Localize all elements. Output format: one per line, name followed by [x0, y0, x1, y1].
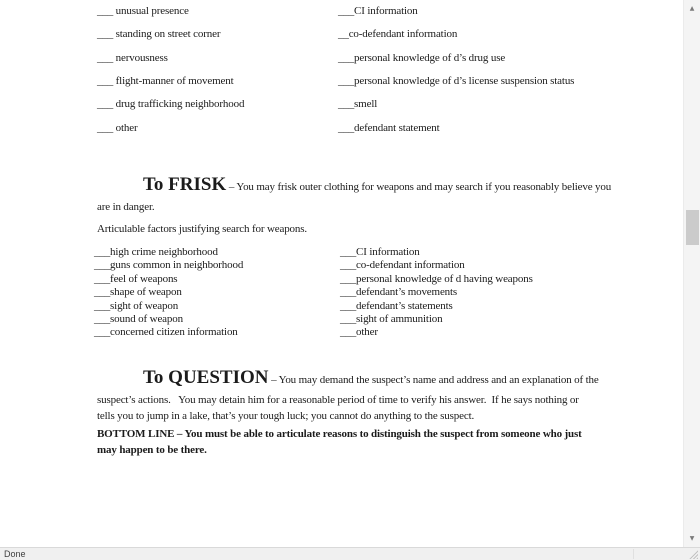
- question-section: [97, 366, 599, 424]
- question-heading: To QUESTION: [143, 367, 269, 388]
- checklist-item: ___ flight-manner of movement: [97, 74, 234, 87]
- question-paragraph-line: tells you to jump in a lake, that’s your tough luck; you cannot do anything to the suspect.: [97, 410, 475, 422]
- resize-grip[interactable]: [689, 550, 698, 559]
- checklist-item: ___defendant’s statements: [340, 299, 453, 312]
- checklist-row: [94, 326, 533, 339]
- scrollbar-thumb[interactable]: [686, 210, 699, 245]
- checklist-row: [97, 47, 574, 70]
- checklist-item: ___ other: [97, 121, 138, 134]
- scroll-down-icon: ▼: [689, 535, 695, 542]
- checklist-row: [94, 273, 533, 286]
- question-paragraph-start: – You may demand the suspect’s name and address and an explanation of the: [268, 374, 599, 386]
- checklist-item: ___defendant statement: [338, 121, 440, 134]
- question-paragraph-line: suspect’s actions. You may detain him for a reasonable period of time to verify his answer. If he says nothing or: [97, 394, 579, 406]
- status-text: Done: [4, 549, 26, 559]
- scroll-up-button[interactable]: [684, 0, 700, 17]
- scroll-down-button[interactable]: [684, 530, 700, 547]
- checklist-item: ___co-defendant information: [340, 259, 465, 272]
- status-bar-divider: [633, 549, 634, 559]
- scroll-up-icon: ▲: [689, 5, 695, 12]
- checklist-item: ___ drug trafficking neighborhood: [97, 98, 245, 111]
- checklist-item: ___feel of weapons: [94, 272, 178, 285]
- checklist-item: __co-defendant information: [338, 28, 458, 41]
- checklist-row: [97, 117, 574, 140]
- frisk-subtitle: [97, 221, 307, 237]
- checklist-row: [94, 286, 533, 299]
- bottom-line-text: BOTTOM LINE – You must be able to articulate reasons to distinguish the suspect from someone who just: [97, 428, 582, 440]
- checklist-item: ___ unusual presence: [97, 5, 189, 17]
- checklist-row: [97, 70, 574, 93]
- checklist-item: ___smell: [338, 98, 378, 111]
- checklist-item: ___concerned citizen information: [94, 326, 238, 339]
- checklist-item: ___sound of weapon: [94, 312, 183, 325]
- checklist-item: ___high crime neighborhood: [94, 246, 218, 258]
- frisk-section: [97, 173, 611, 215]
- vertical-scrollbar[interactable]: [683, 0, 700, 547]
- frisk-paragraph-start: – You may frisk outer clothing for weapons and may search if you reasonably believe you: [226, 181, 612, 193]
- checklist-item: ___CI information: [340, 246, 420, 258]
- checklist-item: ___other: [340, 326, 378, 339]
- bottom-line-section: [97, 426, 582, 458]
- checklist-item: ___defendant’s movements: [340, 286, 458, 299]
- frisk-heading-line: [97, 173, 611, 199]
- stop-factors-list: [97, 0, 574, 140]
- bottom-line-text: may happen to be there.: [97, 444, 207, 456]
- checklist-item: ___personal knowledge of d’s drug use: [338, 51, 506, 64]
- checklist-row: [94, 313, 533, 326]
- checklist-row: [97, 0, 574, 23]
- frisk-subtitle-text: Articulable factors justifying search for weapons.: [97, 223, 307, 235]
- checklist-item: ___personal knowledge of d’s license suspension status: [338, 74, 575, 87]
- checklist-item: ___sight of weapon: [94, 299, 179, 312]
- frisk-factors-list: [94, 246, 533, 340]
- question-heading-line: [97, 366, 599, 392]
- checklist-item: ___ standing on street corner: [97, 28, 221, 41]
- status-bar: [0, 547, 700, 560]
- checklist-item: ___personal knowledge of d having weapons: [340, 272, 533, 285]
- checklist-item: ___shape of weapon: [94, 286, 182, 299]
- checklist-row: [97, 23, 574, 46]
- checklist-item: ___guns common in neighborhood: [94, 259, 244, 272]
- checklist-item: ___sight of ammunition: [340, 312, 443, 325]
- checklist-item: ___CI information: [338, 5, 418, 17]
- checklist-row: [94, 259, 533, 272]
- checklist-item: ___ nervousness: [97, 51, 168, 64]
- checklist-row: [94, 300, 533, 313]
- checklist-row: [94, 246, 533, 259]
- frisk-paragraph-line: are in danger.: [97, 201, 155, 213]
- frisk-heading: To FRISK: [143, 174, 227, 195]
- checklist-row: [97, 93, 574, 116]
